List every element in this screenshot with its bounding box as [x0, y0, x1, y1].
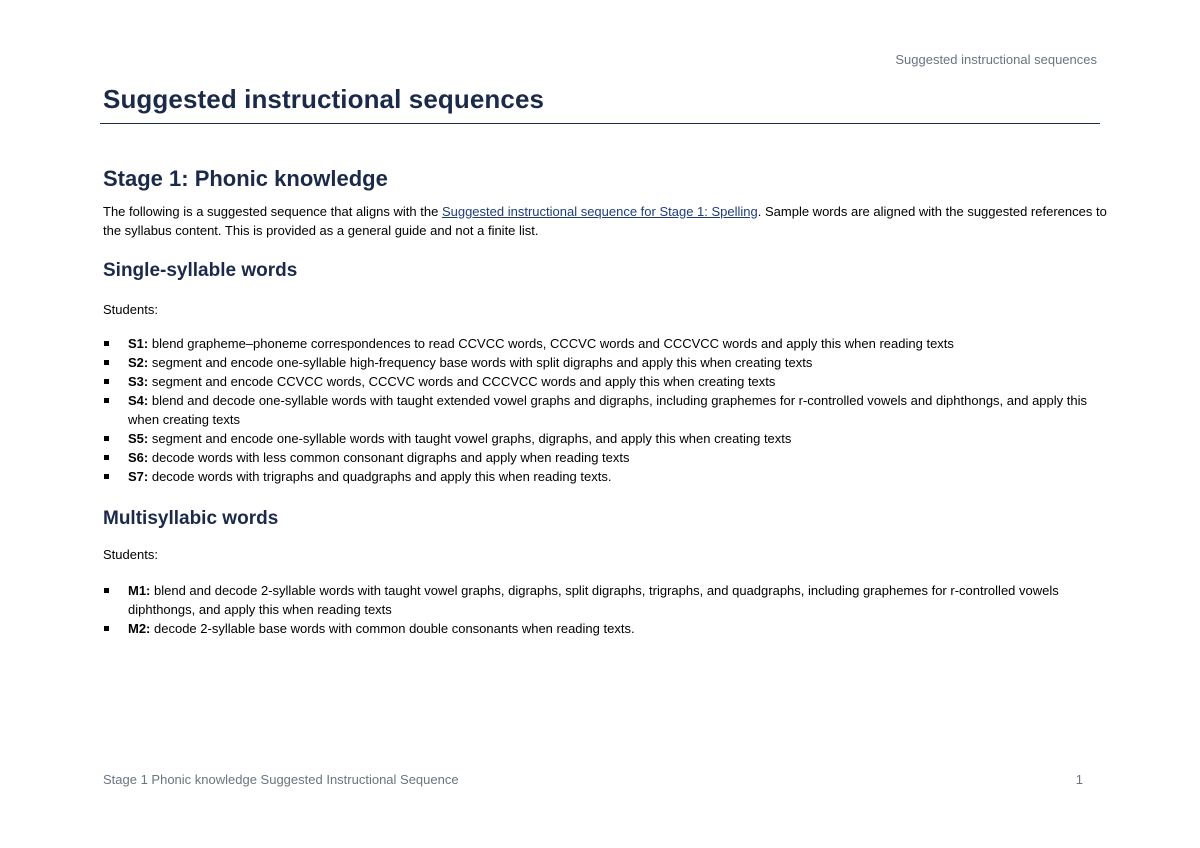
item-code: S4: [128, 393, 149, 408]
list-item [103, 353, 1093, 372]
bullet-icon [104, 360, 109, 365]
page-title: Suggested instructional sequences [103, 84, 545, 114]
item-text: decode words with less common consonant digraphs and apply when reading texts [148, 450, 630, 465]
item-text: blend grapheme–phoneme correspondences to read CCVCC words, CCCVC words and CCCVCC words and apply this when reading texts [148, 336, 954, 351]
item-code: S7: [128, 469, 149, 484]
single-syllable-list [103, 334, 1093, 486]
item-code: S6: [128, 450, 149, 465]
list-item [103, 467, 1093, 486]
bullet-icon [104, 436, 109, 441]
page-number: 1 [1075, 772, 1083, 787]
list-item [103, 619, 1093, 638]
item-code: S1: [128, 336, 149, 351]
item-text: decode 2-syllable base words with common double consonants when reading texts. [150, 621, 635, 636]
spelling-sequence-link[interactable]: Suggested instructional sequence for Stage 1: Spelling [441, 204, 758, 219]
item-text: blend and decode one-syllable words with taught extended vowel graphs and digraphs, including graphemes for r-controlled vowels and diphthongs, and apply this when creating texts [128, 393, 1087, 427]
item-text: decode words with trigraphs and quadgraphs and apply this when reading texts. [148, 469, 612, 484]
bullet-icon [104, 474, 109, 479]
list-item [103, 372, 1093, 391]
intro-paragraph [103, 202, 1113, 240]
intro-text-before: The following is a suggested sequence that aligns with the [103, 204, 442, 219]
item-code: S3: [128, 374, 149, 389]
list-item [103, 581, 1093, 619]
bullet-icon [104, 626, 109, 631]
single-syllable-students-label: Students: [103, 302, 158, 317]
title-divider [100, 123, 1100, 124]
item-code: S5: [128, 431, 149, 446]
multisyllabic-list [103, 581, 1093, 638]
list-item [103, 334, 1093, 353]
multisyllabic-students-label: Students: [103, 547, 158, 562]
item-code: M1: [128, 583, 151, 598]
list-item [103, 448, 1093, 467]
multisyllabic-heading: Multisyllabic words [103, 508, 279, 529]
bullet-icon [104, 588, 109, 593]
item-text: segment and encode CCVCC words, CCCVC words and CCCVCC words and apply this when creating texts [148, 374, 776, 389]
bullet-icon [104, 455, 109, 460]
item-text: segment and encode one-syllable words with taught vowel graphs, digraphs, and apply this when creating texts [148, 431, 792, 446]
item-text: segment and encode one-syllable high-frequency base words with split digraphs and apply this when creating texts [148, 355, 813, 370]
bullet-icon [104, 398, 109, 403]
single-syllable-heading: Single-syllable words [103, 260, 298, 281]
list-item [103, 429, 1093, 448]
bullet-icon [104, 379, 109, 384]
running-header: Suggested instructional sequences [895, 52, 1097, 67]
list-item [103, 391, 1093, 429]
bullet-icon [104, 341, 109, 346]
item-code: S2: [128, 355, 149, 370]
item-code: M2: [128, 621, 151, 636]
footer-document-title: Stage 1 Phonic knowledge Suggested Instructional Sequence [103, 772, 459, 787]
intro-text-after: . Sample words are aligned with the suggested references to the syllabus content. This is provided as a general guide and not a finite list. [103, 204, 1107, 238]
item-text: blend and decode 2-syllable words with taught vowel graphs, digraphs, split digraphs, trigraphs, and quadgraphs, including graphemes for r-controlled vowels diphthongs, and apply this when reading texts [128, 583, 1059, 617]
stage-heading: Stage 1: Phonic knowledge [103, 166, 388, 191]
